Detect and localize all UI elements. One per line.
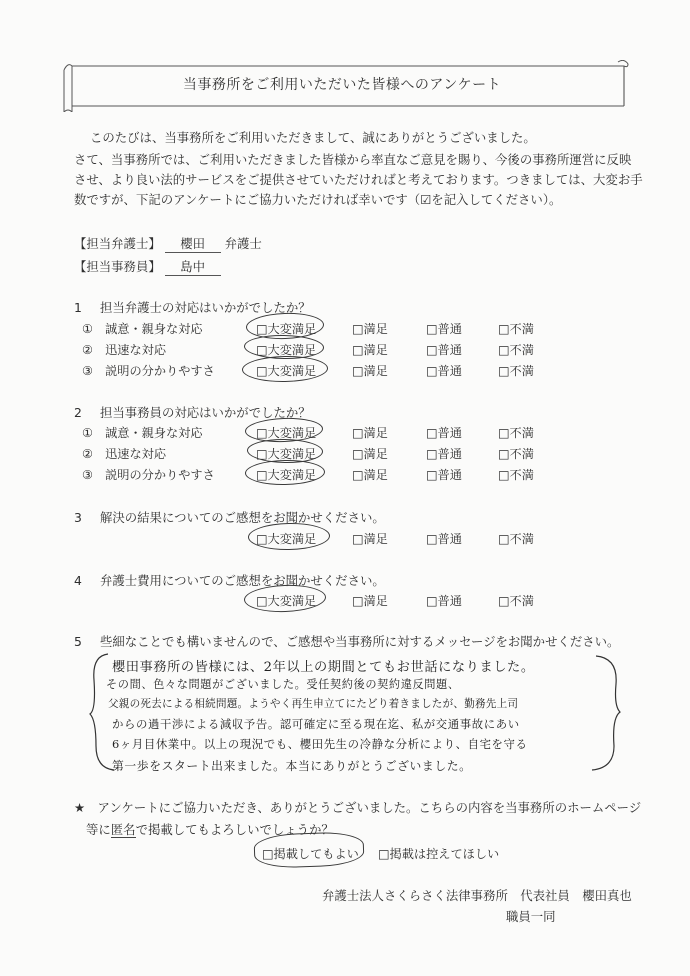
closing-line-2-post: で掲載してもよろしいでしょうか？ [135, 822, 334, 837]
q3-option-very-satisfied[interactable]: □大変満足 [256, 532, 317, 546]
q2-3-option-very-satisfied[interactable]: □大変満足 [256, 468, 317, 482]
closing-line-2-pre: 等に [86, 822, 111, 837]
q1-2-option-dissatisfied[interactable]: □不満 [498, 343, 534, 357]
q1-3-option-average[interactable]: □普通 [426, 364, 462, 378]
q2-3-option-satisfied[interactable]: □満足 [352, 468, 388, 482]
publish-selected-circle [253, 831, 364, 869]
question-5-number: 5 [74, 634, 82, 649]
question-1-number: 1 [74, 300, 82, 315]
q2-item-3-label: ③ 説明の分かりやすさ [82, 468, 215, 482]
question-5-text: 些細なことでも構いませんので、ご感想や当事務所に対するメッセージをお聞かせください。 [100, 634, 620, 649]
question-3-number: 3 [74, 510, 82, 525]
q2-3-option-average[interactable]: □普通 [426, 468, 462, 482]
q1-2-option-average[interactable]: □普通 [426, 343, 462, 357]
q2-2-option-very-satisfied[interactable]: □大変満足 [256, 447, 317, 461]
q4-option-dissatisfied[interactable]: □不満 [498, 594, 534, 608]
question-3-title [74, 508, 385, 526]
q2-2-option-satisfied[interactable]: □満足 [352, 447, 388, 461]
question-2-number: 2 [74, 405, 82, 420]
q1-1-option-dissatisfied[interactable]: □不満 [498, 322, 534, 336]
q1-item-3-label: ③ 説明の分かりやすさ [82, 364, 215, 378]
publish-allowed-option[interactable]: □掲載してもよい [262, 847, 359, 861]
intro-line-3: させ、より良い法的サービスをご提供させていただければと考えております。つきましては、大変お手 [74, 172, 643, 187]
question-2-text: 担当事務員の対応はいかがでしたか？ [100, 405, 311, 420]
lawyer-label: 【担当弁護士】 [74, 236, 161, 251]
q1-1-option-very-satisfied[interactable]: □大変満足 [256, 322, 317, 336]
question-1-text: 担当弁護士の対応はいかがでしたか？ [100, 300, 311, 315]
staff-label: 【担当事務員】 [74, 259, 161, 274]
lawyer-name-field[interactable]: 櫻田 [165, 234, 221, 253]
q3-option-satisfied[interactable]: □満足 [352, 532, 388, 546]
message-line-1: 櫻田事務所の皆様には、2年以上の期間とてもお世話になりました。 [112, 660, 535, 675]
q2-1-option-satisfied[interactable]: □満足 [352, 426, 388, 440]
q4-option-average[interactable]: □普通 [426, 594, 462, 608]
q4-option-satisfied[interactable]: □満足 [352, 594, 388, 608]
question-5-title [74, 632, 619, 650]
q1-2-option-satisfied[interactable]: □満足 [352, 343, 388, 357]
q1-1-option-satisfied[interactable]: □満足 [352, 322, 388, 336]
q3-selected-circle [248, 522, 330, 550]
question-4-number: 4 [74, 573, 82, 588]
q2-1-option-average[interactable]: □普通 [426, 426, 462, 440]
q2-item-2-label: ② 迅速な対応 [82, 447, 167, 461]
closing-line-1: ★ アンケートにご協力いただき、ありがとうございました。こちらの内容を当事務所のホームページ [74, 800, 642, 815]
anonymous-underlined: 匿名 [110, 822, 136, 837]
q1-3-option-very-satisfied[interactable]: □大変満足 [256, 364, 317, 378]
q3-option-dissatisfied[interactable]: □不満 [498, 532, 534, 546]
q3-option-average[interactable]: □普通 [426, 532, 462, 546]
signature-line-2: 職員一同 [506, 909, 556, 924]
q1-item-2-label: ② 迅速な対応 [82, 343, 167, 357]
message-line-6: 第一歩をスタート出来ました。本当にありがとうございました。 [112, 759, 472, 773]
q2-1-option-very-satisfied[interactable]: □大変満足 [256, 426, 317, 440]
q2-2-option-average[interactable]: □普通 [426, 447, 462, 461]
intro-line-4: 数ですが、下記のアンケートにご協力いただければ幸いです（☑を記入してください）。 [74, 192, 562, 207]
q2-item-1-label: ① 誠意・親身な対応 [82, 426, 203, 440]
q1-item-1-label: ① 誠意・親身な対応 [82, 322, 203, 336]
question-3-text: 解決の結果についてのご感想をお聞かせください。 [100, 510, 385, 525]
publish-declined-option[interactable]: □掲載は控えてほしい [378, 847, 500, 861]
q2-2-option-dissatisfied[interactable]: □不満 [498, 447, 534, 461]
message-line-4: からの過干渉による減収予告。認可確定に至る現在迄、私が交通事故にあい [112, 717, 520, 731]
question-4-text: 弁護士費用についてのご感想をお聞かせください。 [100, 573, 385, 588]
message-line-2: その間、色々な問題がございました。受任契約後の契約違反問題、 [106, 678, 460, 691]
intro-line-2: さて、当事務所では、ご利用いただきました皆様から率直なご意見を賜り、今後の事務所運営に反映 [74, 152, 632, 167]
q1-2-option-very-satisfied[interactable]: □大変満足 [256, 343, 317, 357]
question-4-title [74, 571, 385, 589]
staff-name-field[interactable]: 島中 [165, 257, 221, 276]
lawyer-suffix: 弁護士 [224, 236, 262, 251]
lawyer-assignment [74, 234, 262, 253]
q1-3-option-dissatisfied[interactable]: □不満 [498, 364, 534, 378]
signature-line-1: 弁護士法人さくらさく法律事務所 代表社員 櫻田真也 [322, 888, 632, 903]
survey-title: 当事務所をご利用いただいた皆様へのアンケート [182, 77, 502, 93]
q1-3-option-satisfied[interactable]: □満足 [352, 364, 388, 378]
staff-assignment [74, 257, 221, 276]
q2-3-option-dissatisfied[interactable]: □不満 [498, 468, 534, 482]
message-line-5: 6ヶ月目休業中。以上の現況でも、櫻田先生の冷静な分析により、自宅を守る [112, 737, 528, 751]
message-line-3: 父親の死去による相続問題。ようやく再生申立てにたどり着きましたが、勤務先上司 [108, 698, 519, 710]
intro-line-1: このたびは、当事務所をご利用いただきまして、誠にありがとうございました。 [90, 130, 536, 145]
q1-1-option-average[interactable]: □普通 [426, 322, 462, 336]
q2-1-option-dissatisfied[interactable]: □不満 [498, 426, 534, 440]
q4-option-very-satisfied[interactable]: □大変満足 [256, 594, 317, 608]
